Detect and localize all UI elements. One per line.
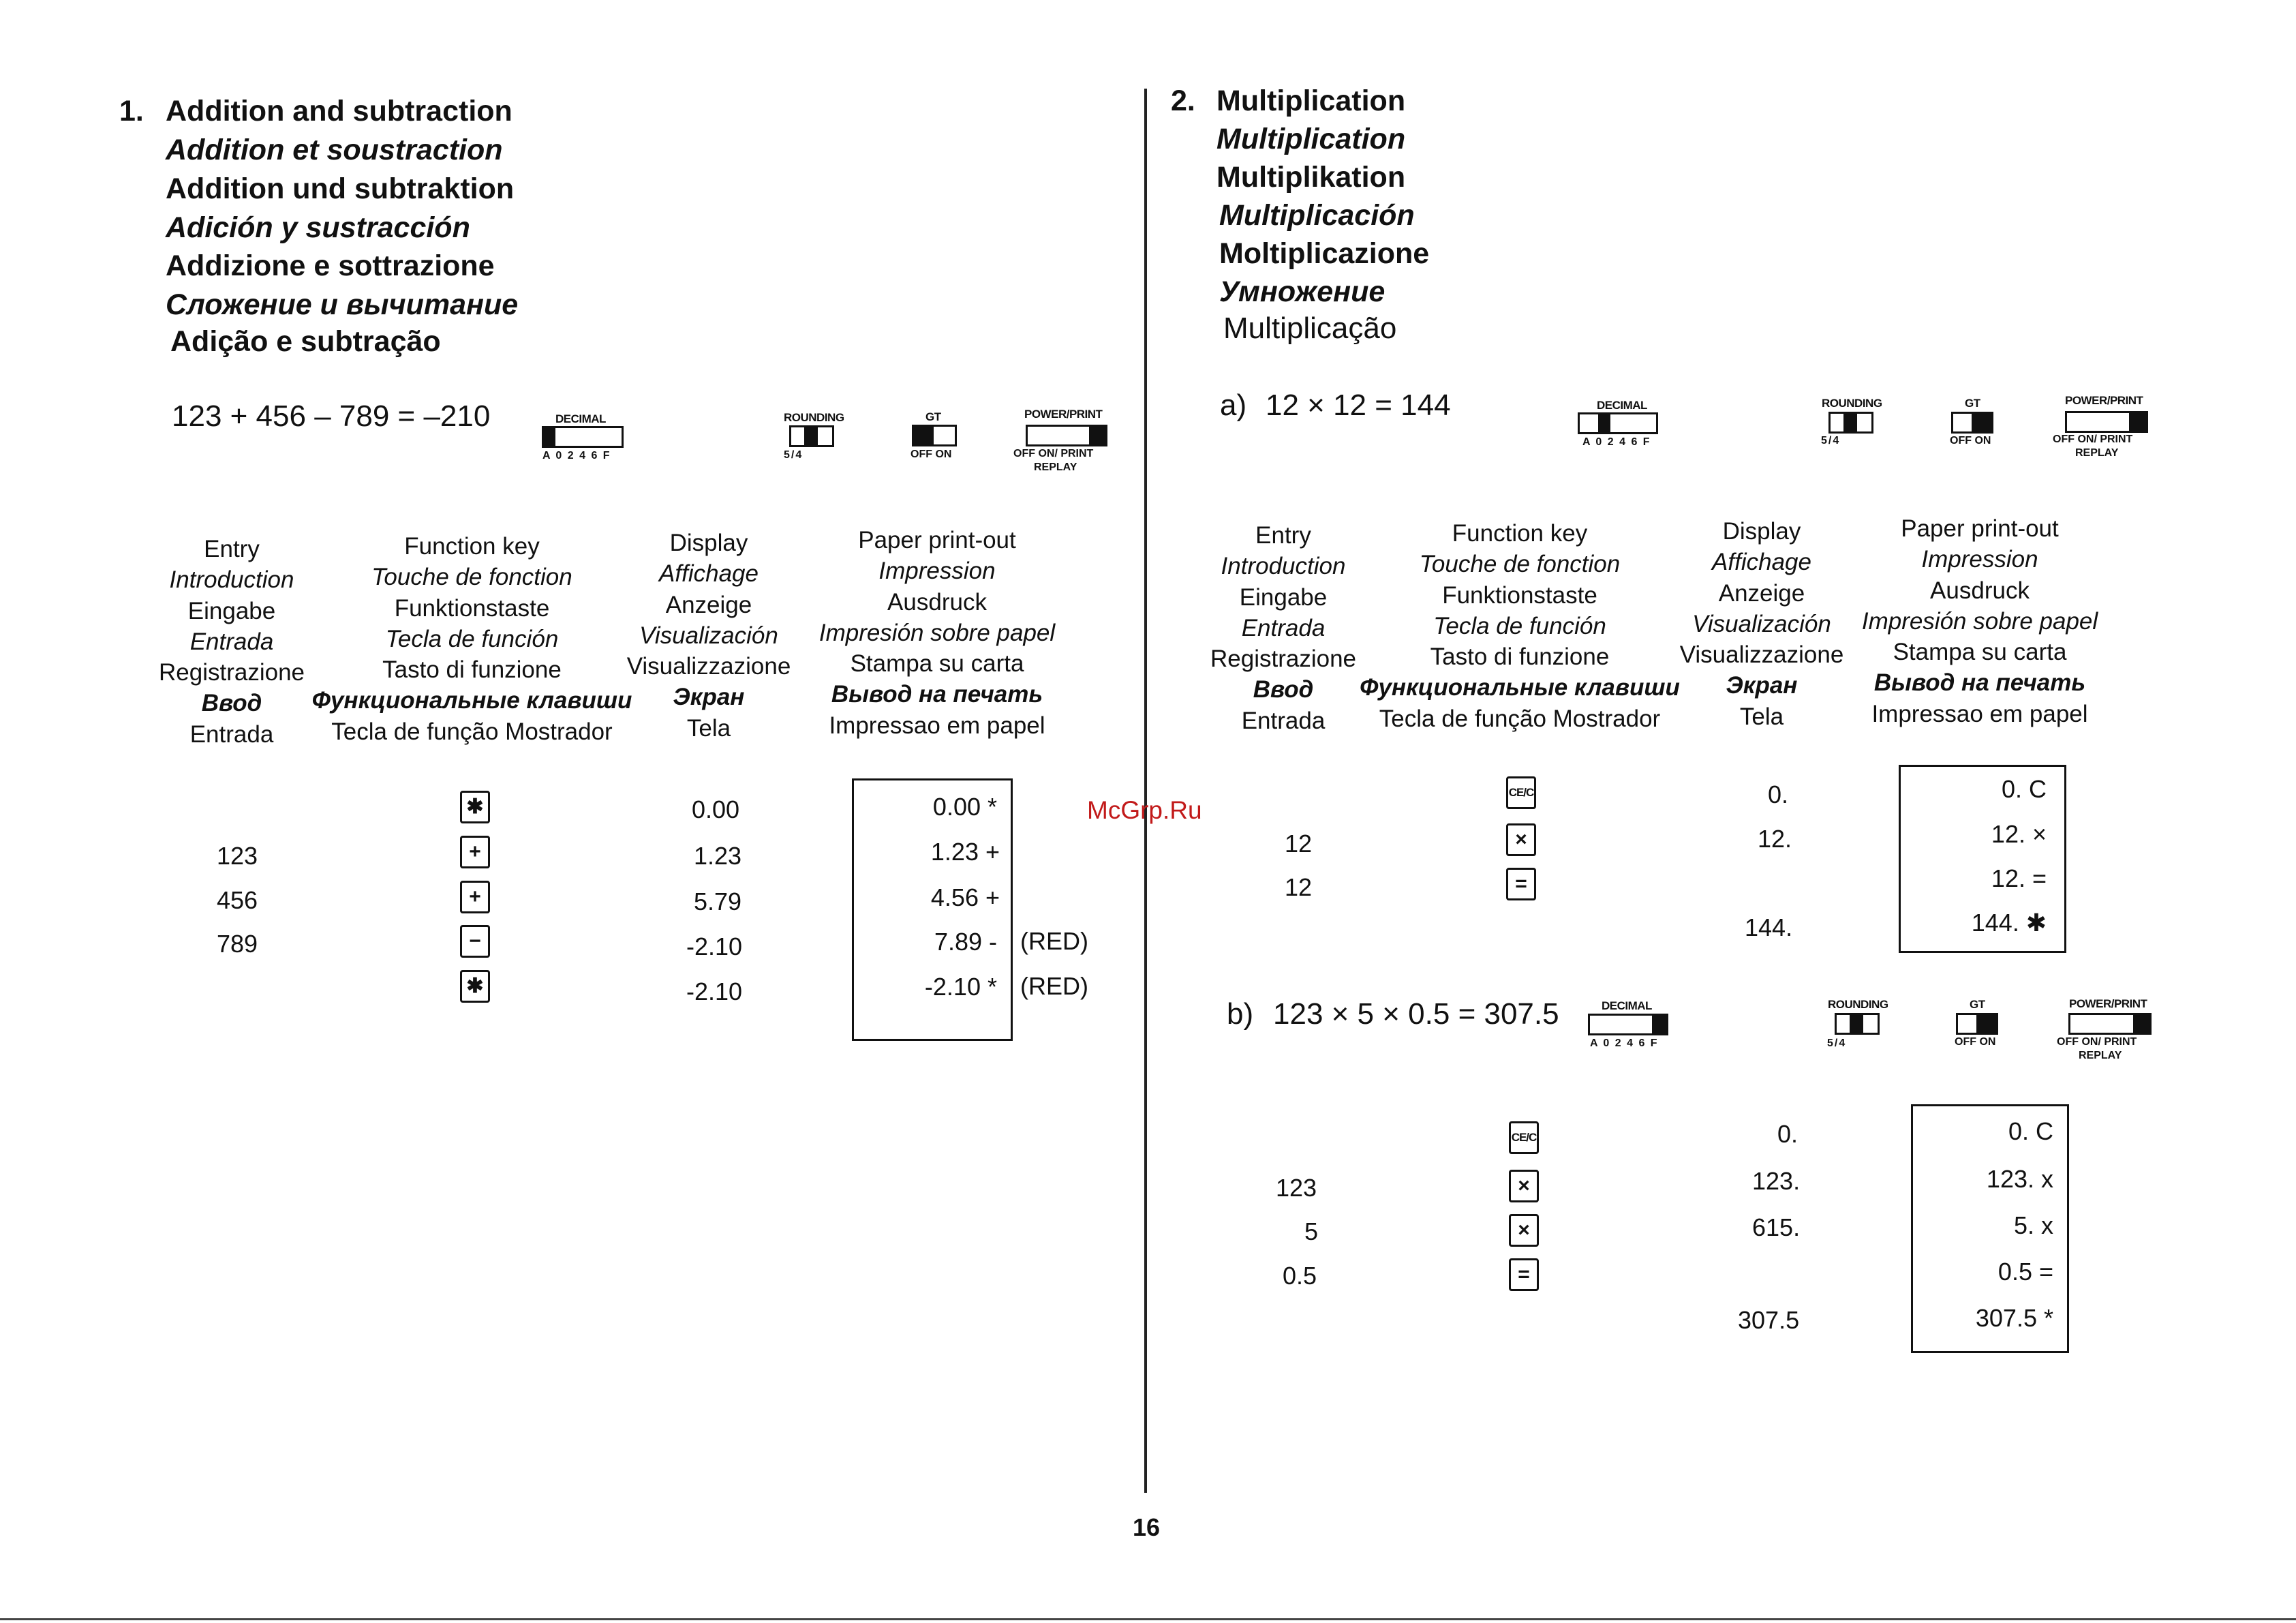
display-header: Display Affichage Anzeige Visualización Visualizzazione Экран Tela — [626, 530, 791, 742]
section-1-title-ru: Сложение и вычитание — [166, 288, 519, 321]
section-1-title-fr: Addition et soustraction — [166, 134, 503, 166]
entry-value: 789 — [217, 930, 258, 958]
paper-tape-b — [1911, 1104, 2069, 1353]
example-b-equation: 123 × 5 × 0.5 = 307.5 — [1273, 997, 1559, 1031]
display-value: 0.00 — [692, 795, 740, 823]
paper-line: 1.23 + — [930, 838, 1000, 866]
paper-line: 0. C — [2001, 775, 2047, 803]
example-b-label: b) — [1227, 997, 1254, 1031]
display-value: 0. — [1768, 780, 1789, 808]
section-2-title-de: Multiplikation — [1216, 161, 1406, 194]
section-2-title-fr: Multiplication — [1216, 123, 1406, 155]
entry-header: Entry Introduction Eingabe Entrada Registrazione Ввод Entrada — [159, 536, 305, 748]
section-2-title-pt: Multiplicação — [1223, 312, 1397, 345]
entry-value: 123 — [1276, 1174, 1317, 1202]
paper-line: 0. C — [2008, 1117, 2053, 1145]
paper-line: 123. x — [1986, 1165, 2053, 1193]
function-key-header-2: Function key Touche de fonction Funktionstaste Tecla de función Tasto di funzione Функциональные клавиши Tecla de função Mostrador — [1360, 520, 1680, 732]
display-value: 144. — [1745, 913, 1793, 941]
paper-line: 144. ✱ — [1971, 909, 2047, 937]
paper-line: 4.56 + — [930, 883, 1000, 911]
display-value: 5.79 — [694, 888, 742, 915]
section-2-title-ru: Умножение — [1219, 275, 1386, 308]
clear-entry-key: CE/C — [1509, 1121, 1539, 1154]
example-a-equation: 12 × 12 = 144 — [1266, 389, 1451, 422]
plus-key: + — [460, 836, 490, 868]
multiply-key: × — [1509, 1214, 1539, 1247]
function-key-header: Function key Touche de fonction Funktionstaste Tecla de función Tasto di funzione Функциональные клавиши Tecla de função Mostrador — [311, 533, 632, 745]
clear-entry-key: CE/C — [1506, 776, 1536, 809]
paper-line: 307.5 * — [1975, 1304, 2053, 1332]
asterisk-key: ✱ — [460, 970, 490, 1003]
section-2-title-it: Moltiplicazione — [1219, 237, 1430, 270]
section-1-title-de: Addition und subtraktion — [166, 172, 515, 205]
red-note: (RED) — [1020, 927, 1088, 955]
minus-key: − — [460, 925, 490, 958]
page-bottom-edge — [0, 1618, 2296, 1620]
paper-line: 0.5 = — [1997, 1258, 2053, 1286]
multiply-key: × — [1506, 823, 1536, 856]
display-value: 123. — [1752, 1167, 1801, 1195]
equals-key: = — [1509, 1258, 1539, 1291]
display-value: 615. — [1752, 1213, 1801, 1241]
paper-line: 0.00 * — [932, 793, 997, 821]
entry-header-2: Entry Introduction Eingabe Entrada Registrazione Ввод Entrada — [1210, 522, 1356, 734]
plus-key: + — [460, 881, 490, 913]
section-1-title-pt: Adição e subtração — [170, 325, 441, 358]
entry-value: 5 — [1304, 1217, 1319, 1245]
multiply-key: × — [1509, 1170, 1539, 1202]
section-1-title-en: Addition and subtraction — [166, 95, 512, 127]
section-1-equation: 123 + 456 – 789 = –210 — [172, 399, 491, 433]
entry-value: 12 — [1285, 830, 1313, 858]
entry-value: 0.5 — [1283, 1262, 1317, 1290]
paper-header: Paper print-out Impression Ausdruck Impresión sobre papel Stampa su carta Вывод на печать Impressao em papel — [818, 527, 1056, 739]
entry-value: 12 — [1285, 873, 1313, 901]
display-header-2: Display Affichage Anzeige Visualización Visualizzazione Экран Tela — [1679, 518, 1844, 730]
section-2-title-es: Multiplicación — [1219, 199, 1415, 232]
paper-header-2: Paper print-out Impression Ausdruck Impresión sobre papel Stampa su carta Вывод на печать Impressao em papel — [1861, 515, 2098, 727]
display-value: -2.10 — [686, 932, 743, 960]
paper-tape — [852, 778, 1013, 1041]
page-divider — [1144, 89, 1147, 1493]
section-1-title-es: Adición y sustracción — [166, 211, 470, 244]
display-value: 12. — [1758, 825, 1792, 853]
asterisk-key: ✱ — [460, 791, 490, 823]
paper-line: -2.10 * — [924, 973, 997, 1001]
watermark: McGrp.Ru — [1087, 796, 1202, 824]
paper-line: 12. × — [1991, 820, 2047, 848]
display-value: -2.10 — [686, 977, 743, 1005]
section-1-number: 1. — [119, 95, 144, 127]
display-value: 1.23 — [694, 842, 742, 870]
display-value: 0. — [1777, 1120, 1798, 1148]
example-a-label: a) — [1220, 389, 1247, 422]
red-note: (RED) — [1020, 972, 1088, 1000]
entry-value: 123 — [217, 842, 258, 870]
page-number: 16 — [1133, 1513, 1161, 1541]
equals-key: = — [1506, 868, 1536, 900]
paper-line: 12. = — [1991, 864, 2047, 892]
paper-tape-a — [1899, 765, 2066, 953]
section-1-title-it: Addizione e sottrazione — [166, 249, 495, 282]
paper-line: 5. x — [2013, 1211, 2053, 1239]
section-2-title-en: Multiplication — [1216, 85, 1406, 117]
paper-line: 7.89 - — [934, 928, 997, 956]
display-value: 307.5 — [1738, 1306, 1800, 1334]
entry-value: 456 — [217, 886, 258, 914]
section-2-number: 2. — [1171, 85, 1195, 117]
